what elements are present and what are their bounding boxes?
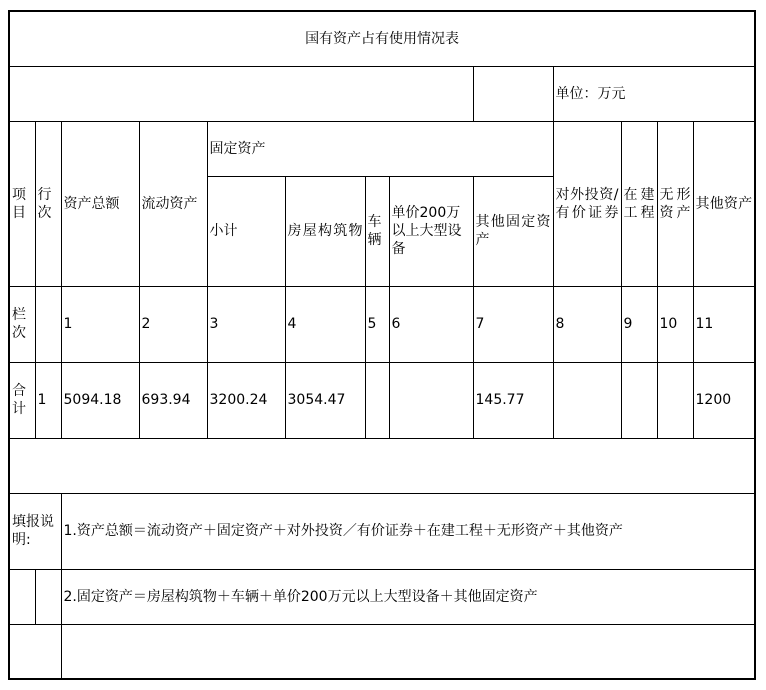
- total-intangible: [657, 362, 693, 438]
- column-number: 10: [657, 286, 693, 362]
- notes-line-2: 2.固定资产＝房屋构筑物＋车辆＋单价200万元以上大型设备＋其他固定资产: [61, 569, 755, 624]
- total-label: 合计: [9, 362, 35, 438]
- notes-row-2: [9, 569, 755, 624]
- notes-line-1: 1.资产总额＝流动资产＋固定资产＋对外投资／有价证券＋在建工程＋无形资产＋其他资产: [61, 493, 755, 569]
- total-row-no: 1: [35, 362, 61, 438]
- unit-row: [9, 66, 755, 121]
- total-large-equipment: [389, 362, 473, 438]
- header-row-1: [9, 121, 755, 176]
- column-number: 1: [61, 286, 139, 362]
- header-current-assets: 流动资产: [139, 121, 207, 286]
- total-current-assets: 693.94: [139, 362, 207, 438]
- column-number: 5: [365, 286, 389, 362]
- column-number: 8: [553, 286, 621, 362]
- column-number: 2: [139, 286, 207, 362]
- header-row-no: 行次: [35, 121, 61, 286]
- total-total-assets: 5094.18: [61, 362, 139, 438]
- column-number-row: [9, 286, 755, 362]
- header-fixed-assets: 固定资产: [207, 121, 553, 176]
- column-number: 9: [621, 286, 657, 362]
- notes-row-2-blank-b: [35, 569, 61, 624]
- blank-row-cell: [9, 438, 755, 493]
- header-investments: 对外投资/有价证券: [553, 121, 621, 286]
- notes-row-2-blank-a: [9, 569, 35, 624]
- asset-usage-sheet: [8, 10, 754, 678]
- notes-row-3: [9, 624, 755, 679]
- unit-row-blank: [9, 66, 473, 121]
- column-number: 11: [693, 286, 755, 362]
- total-row: [9, 362, 755, 438]
- total-buildings: 3054.47: [285, 362, 365, 438]
- notes-row-3-blank: [9, 624, 61, 679]
- header-intangible: 无形资产: [657, 121, 693, 286]
- header-construction: 在建工程: [621, 121, 657, 286]
- table-title: 国有资产占有使用情况表: [9, 11, 755, 66]
- total-other-assets: 1200: [693, 362, 755, 438]
- total-other-fixed: 145.77: [473, 362, 553, 438]
- header-large-equipment: 单价200万以上大型设备: [389, 176, 473, 286]
- unit-label: 单位：万元: [553, 66, 755, 121]
- title-row: [9, 11, 755, 66]
- total-construction: [621, 362, 657, 438]
- total-subtotal: 3200.24: [207, 362, 285, 438]
- header-buildings: 房屋构筑物: [285, 176, 365, 286]
- notes-row-1: [9, 493, 755, 569]
- column-number: 6: [389, 286, 473, 362]
- column-number: 3: [207, 286, 285, 362]
- header-item: 项目: [9, 121, 35, 286]
- asset-table: [8, 10, 756, 680]
- blank-row: [9, 438, 755, 493]
- header-total-assets: 资产总额: [61, 121, 139, 286]
- notes-line-3: [61, 624, 755, 679]
- header-other-fixed: 其他固定资产: [473, 176, 553, 286]
- column-number-label: 栏次: [9, 286, 35, 362]
- header-subtotal: 小计: [207, 176, 285, 286]
- total-vehicles: [365, 362, 389, 438]
- total-investments: [553, 362, 621, 438]
- column-number-blank: [35, 286, 61, 362]
- header-vehicles: 车辆: [365, 176, 389, 286]
- column-number: 4: [285, 286, 365, 362]
- unit-row-spacer: [473, 66, 553, 121]
- notes-label: 填报说明:: [9, 493, 61, 569]
- header-other-assets: 其他资产: [693, 121, 755, 286]
- column-number: 7: [473, 286, 553, 362]
